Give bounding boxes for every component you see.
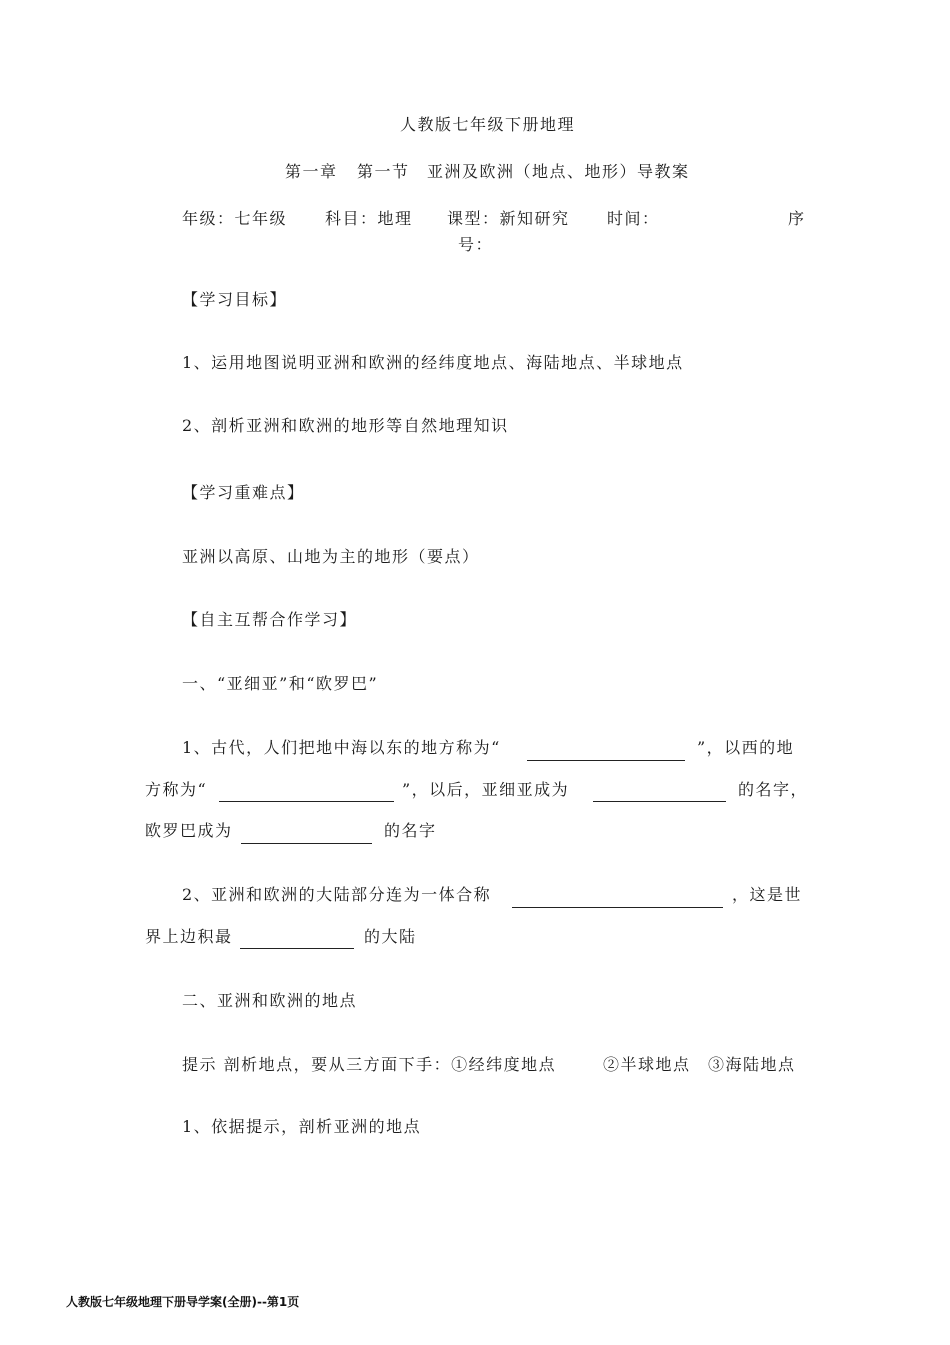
q1-text-d: ”，以后，亚细亚成为 <box>402 780 570 799</box>
page-footer: 人教版七年级地理下册导学案(全册)--第1页 <box>66 1295 300 1309</box>
meta-subject: 科目：地理 <box>325 209 413 228</box>
q1-text-b: ”，以西的地 <box>697 738 795 757</box>
goal-2: 2、剖析亚洲和欧洲的地形等自然地理知识 <box>182 416 509 435</box>
q3-text: 1、依据提示，剖析亚洲的地点 <box>182 1117 422 1136</box>
q1-text-c: 方称为“ <box>145 780 208 799</box>
q2-blank-2[interactable] <box>240 948 354 949</box>
lesson-title: 亚洲及欧洲（地点、地形）导教案 <box>427 162 690 181</box>
hint-item-2: ②半球地点 <box>603 1055 691 1074</box>
goals-heading: 【学习目标】 <box>182 290 288 309</box>
meta-serial: 序 <box>788 209 806 228</box>
q1-blank-4[interactable] <box>241 843 372 844</box>
q1-text-f: 欧罗巴成为 <box>145 821 233 840</box>
key-text: 亚洲以高原、山地为主的地形（要点） <box>182 547 480 566</box>
q1-blank-2[interactable] <box>219 801 394 802</box>
q1-text-e: 的名字， <box>738 780 809 799</box>
meta-serial-cont: 号： <box>458 235 494 254</box>
q2-blank-1[interactable] <box>512 907 723 908</box>
section-label: 第一节 <box>357 162 410 181</box>
part1-heading: 一、“亚细亚”和“欧罗巴” <box>182 674 379 693</box>
q1-text-a: 1、古代，人们把地中海以东的地方称为“ <box>182 738 501 757</box>
key-heading: 【学习重难点】 <box>182 483 305 502</box>
q1-blank-3[interactable] <box>593 801 726 802</box>
q1-text-g: 的名字 <box>384 821 437 840</box>
meta-grade: 年级：七年级 <box>182 209 288 228</box>
part2-heading: 二、亚洲和欧洲的地点 <box>182 991 358 1010</box>
goal-1: 1、运用地图说明亚洲和欧洲的经纬度地点、海陆地点、半球地点 <box>182 353 684 372</box>
hint-text: 提示 剖析地点，要从三方面下手：①经纬度地点 <box>182 1055 557 1074</box>
meta-time: 时间： <box>607 209 660 228</box>
q2-text-a: 2、亚洲和欧洲的大陆部分连为一体合称 <box>182 885 492 904</box>
chapter-label: 第一章 <box>285 162 338 181</box>
q1-blank-1[interactable] <box>527 760 685 761</box>
meta-type: 课型：新知研究 <box>447 209 570 228</box>
q2-text-c: 界上边积最 <box>145 927 233 946</box>
q2-text-b: ，这是世 <box>732 885 803 904</box>
hint-item-3: ③海陆地点 <box>708 1055 796 1074</box>
coop-heading: 【自主互帮合作学习】 <box>182 610 358 629</box>
q2-text-d: 的大陆 <box>364 927 417 946</box>
doc-title: 人教版七年级下册地理 <box>400 115 576 134</box>
